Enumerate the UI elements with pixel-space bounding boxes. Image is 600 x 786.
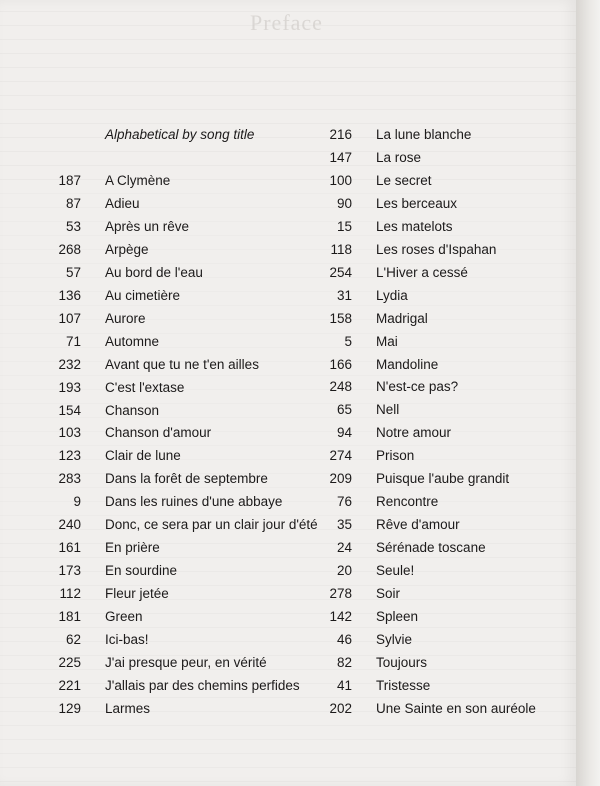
song-title: La rose bbox=[376, 149, 422, 165]
page-number: 147 bbox=[329, 149, 352, 165]
page-number: 57 bbox=[65, 264, 81, 280]
page-number: 283 bbox=[58, 471, 81, 487]
song-title: Soir bbox=[376, 586, 401, 601]
song-title: La lune blanche bbox=[376, 127, 472, 142]
page-number: 31 bbox=[336, 287, 352, 303]
song-title: L'Hiver a cessé bbox=[376, 264, 468, 280]
song-title: Rencontre bbox=[376, 494, 439, 510]
song-title: Chanson d'amour bbox=[105, 425, 212, 441]
song-title: Seule! bbox=[376, 563, 415, 579]
page-number: 9 bbox=[73, 494, 81, 510]
song-title: Green bbox=[105, 609, 143, 625]
song-title: Lydia bbox=[376, 287, 408, 303]
song-title: J'allais par des chemins perfides bbox=[105, 677, 300, 693]
song-title: Dans les ruines d'une abbaye bbox=[105, 494, 283, 510]
song-title: Rêve d'amour bbox=[376, 517, 460, 533]
song-title: En prière bbox=[105, 540, 160, 556]
page-number: 232 bbox=[58, 356, 81, 372]
page-number: 107 bbox=[58, 310, 81, 326]
page-number: 5 bbox=[344, 333, 352, 349]
page-number: 100 bbox=[329, 172, 352, 188]
page-number: 82 bbox=[336, 654, 352, 670]
page-number: 268 bbox=[58, 241, 81, 257]
song-title: Fleur jetée bbox=[105, 586, 169, 602]
page-number: 112 bbox=[59, 586, 81, 602]
page-number: 41 bbox=[336, 677, 352, 693]
page-number: 53 bbox=[65, 218, 81, 234]
page-number: 136 bbox=[58, 287, 81, 303]
page-number: 94 bbox=[336, 425, 352, 441]
page-number: 254 bbox=[329, 264, 352, 280]
song-title: Chanson bbox=[105, 402, 160, 418]
song-title: A Clymène bbox=[105, 173, 171, 188]
song-title: Madrigal bbox=[376, 310, 428, 326]
index-heading: Alphabetical by song title bbox=[105, 127, 255, 142]
page-number: 240 bbox=[58, 517, 81, 533]
page-number: 103 bbox=[58, 425, 81, 441]
song-title: Spleen bbox=[376, 608, 419, 624]
song-title: Dans la forêt de septembre bbox=[105, 471, 268, 487]
page-number: 181 bbox=[58, 609, 81, 625]
page-number: 62 bbox=[65, 632, 81, 647]
song-title: J'ai presque peur, en vérité bbox=[105, 654, 267, 670]
page-number: 20 bbox=[336, 563, 352, 579]
page-number: 221 bbox=[58, 677, 81, 693]
page-number: 129 bbox=[58, 700, 81, 716]
page-number: 209 bbox=[329, 471, 352, 487]
page-number: 187 bbox=[58, 173, 81, 188]
page-number: 118 bbox=[330, 241, 352, 257]
page-number: 90 bbox=[336, 195, 352, 211]
song-title: Sylvie bbox=[376, 631, 413, 647]
page-number: 65 bbox=[336, 402, 352, 418]
page-number: 193 bbox=[58, 379, 81, 395]
song-title: Adieu bbox=[105, 195, 140, 211]
song-title: Aurore bbox=[105, 310, 146, 326]
song-title: N'est-ce pas? bbox=[376, 379, 459, 395]
song-title: Puisque l'aube grandit bbox=[376, 471, 510, 487]
page-number: 216 bbox=[329, 127, 352, 142]
song-title: Sérénade toscane bbox=[376, 540, 486, 556]
song-title: Arpège bbox=[105, 241, 149, 257]
page-number: 71 bbox=[65, 333, 81, 349]
page-number: 142 bbox=[329, 608, 352, 624]
show-through-header: Preface bbox=[250, 10, 323, 35]
page-number: 166 bbox=[329, 356, 352, 372]
song-title: Les roses d'Ispahan bbox=[376, 241, 497, 257]
song-title: Larmes bbox=[105, 700, 151, 716]
page-number: 154 bbox=[58, 402, 81, 418]
page-number: 158 bbox=[329, 310, 352, 326]
page-number: 76 bbox=[336, 494, 352, 510]
song-title: Prison bbox=[376, 448, 415, 464]
page-number: 15 bbox=[336, 218, 352, 234]
song-title: En sourdine bbox=[105, 563, 178, 579]
song-title: Au cimetière bbox=[105, 287, 181, 303]
page-edge-shadow bbox=[576, 0, 600, 786]
song-title: Donc, ce sera par un clair jour d'été bbox=[105, 517, 318, 533]
page-number: 123 bbox=[58, 448, 81, 464]
song-title: Ici-bas! bbox=[105, 632, 149, 647]
page-number: 248 bbox=[329, 379, 352, 395]
page-number: 274 bbox=[329, 448, 352, 464]
page-number: 278 bbox=[329, 586, 352, 601]
song-title: Les matelots bbox=[376, 218, 453, 234]
page-number: 202 bbox=[329, 700, 352, 716]
page-number: 225 bbox=[58, 654, 81, 670]
page-number: 35 bbox=[336, 517, 352, 533]
song-title: Mai bbox=[376, 333, 398, 349]
song-title: Nell bbox=[376, 402, 400, 418]
song-title: Au bord de l'eau bbox=[105, 264, 203, 280]
page-number: 173 bbox=[58, 563, 81, 579]
page-number: 46 bbox=[336, 631, 352, 647]
song-title: Tristesse bbox=[376, 677, 431, 693]
page-number: 24 bbox=[336, 540, 352, 556]
song-title: Notre amour bbox=[376, 425, 452, 441]
song-title: C'est l'extase bbox=[105, 379, 185, 395]
song-title: Après un rêve bbox=[105, 218, 190, 234]
song-title: Toujours bbox=[376, 654, 428, 670]
song-title: Les berceaux bbox=[376, 195, 458, 211]
song-title: Le secret bbox=[376, 172, 432, 188]
page-number: 161 bbox=[58, 540, 81, 556]
song-title: Une Sainte en son auréole bbox=[376, 700, 536, 716]
song-title: Mandoline bbox=[376, 356, 439, 372]
page-number: 87 bbox=[65, 195, 81, 211]
song-title: Automne bbox=[105, 333, 160, 349]
song-title: Avant que tu ne t'en ailles bbox=[105, 356, 259, 372]
song-title: Clair de lune bbox=[105, 448, 181, 464]
